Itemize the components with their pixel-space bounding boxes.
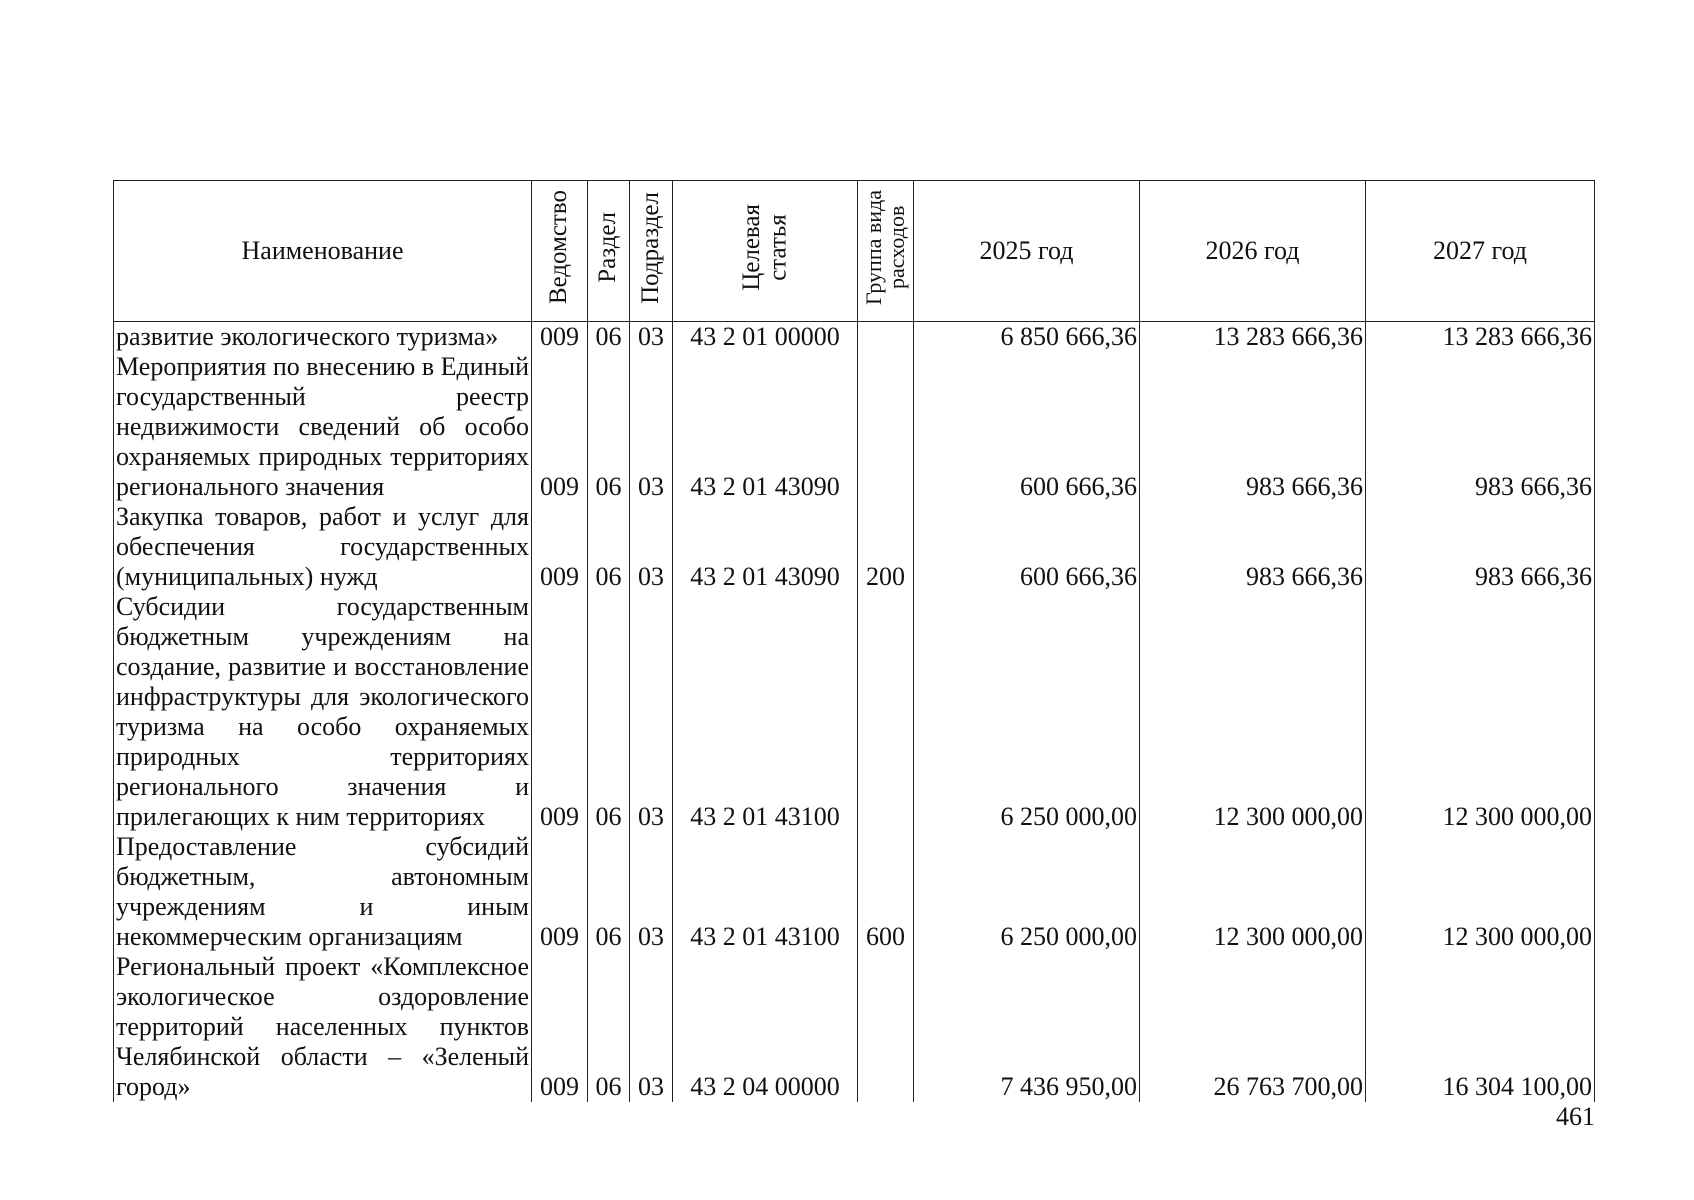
table-row bbox=[114, 592, 1595, 832]
row-subsection: 03 bbox=[630, 592, 673, 832]
header-2027: 2027 год bbox=[1366, 181, 1595, 322]
row-2027: 983 666,36 bbox=[1366, 502, 1595, 592]
row-section: 06 bbox=[588, 502, 630, 592]
header-department: Ведомство bbox=[532, 181, 588, 322]
row-name: Субсидии государственным бюджетным учреждениям на создание, развитие и восстановление инфраструктуры для экологического туризма на особо охраняемых природных территориях регионального значения и прилегающих к ним территориях bbox=[114, 592, 532, 832]
row-group bbox=[858, 592, 914, 832]
row-2027: 16 304 100,00 bbox=[1366, 952, 1595, 1102]
row-name: развитие экологического туризма» bbox=[114, 322, 532, 353]
row-group: 200 bbox=[858, 502, 914, 592]
row-article: 43 2 01 43090 bbox=[673, 352, 858, 502]
row-group bbox=[858, 352, 914, 502]
row-2026: 13 283 666,36 bbox=[1140, 322, 1366, 353]
row-group: 600 bbox=[858, 832, 914, 952]
row-dept: 009 bbox=[532, 952, 588, 1102]
row-2025: 6 850 666,36 bbox=[914, 322, 1140, 353]
table-row bbox=[114, 322, 1595, 353]
budget-table bbox=[113, 180, 1595, 1102]
row-article: 43 2 01 43090 bbox=[673, 502, 858, 592]
header-2025: 2025 год bbox=[914, 181, 1140, 322]
row-2025: 6 250 000,00 bbox=[914, 832, 1140, 952]
row-2025: 6 250 000,00 bbox=[914, 592, 1140, 832]
row-subsection: 03 bbox=[630, 352, 673, 502]
table-header-row bbox=[114, 181, 1595, 322]
row-article: 43 2 01 00000 bbox=[673, 322, 858, 353]
header-expense-group: Группа вида расходов bbox=[858, 181, 914, 322]
page-number: 461 bbox=[1556, 1102, 1595, 1131]
row-subsection: 03 bbox=[630, 832, 673, 952]
row-2026: 983 666,36 bbox=[1140, 502, 1366, 592]
row-2026: 12 300 000,00 bbox=[1140, 592, 1366, 832]
row-article: 43 2 04 00000 bbox=[673, 952, 858, 1102]
table-row bbox=[114, 952, 1595, 1102]
row-name: Мероприятия по внесению в Единый государственный реестр недвижимости сведений об особо охраняемых природных территориях регионального значения bbox=[114, 352, 532, 502]
row-dept: 009 bbox=[532, 592, 588, 832]
row-section: 06 bbox=[588, 592, 630, 832]
row-group bbox=[858, 952, 914, 1102]
header-target-article: Целевая статья bbox=[673, 181, 858, 322]
row-2026: 12 300 000,00 bbox=[1140, 832, 1366, 952]
table-row bbox=[114, 832, 1595, 952]
row-subsection: 03 bbox=[630, 502, 673, 592]
row-2027: 12 300 000,00 bbox=[1366, 592, 1595, 832]
row-name: Региональный проект «Комплексное экологическое оздоровление территорий населенных пунктов Челябинской области – «Зеленый город» bbox=[114, 952, 532, 1102]
row-2026: 983 666,36 bbox=[1140, 352, 1366, 502]
row-dept: 009 bbox=[532, 502, 588, 592]
table-row bbox=[114, 502, 1595, 592]
header-name: Наименование bbox=[114, 181, 532, 322]
row-name: Предоставление субсидий бюджетным, автономным учреждениям и иным некоммерческим организациям bbox=[114, 832, 532, 952]
row-section: 06 bbox=[588, 832, 630, 952]
row-2026: 26 763 700,00 bbox=[1140, 952, 1366, 1102]
row-section: 06 bbox=[588, 322, 630, 353]
header-subsection: Подраздел bbox=[630, 181, 673, 322]
row-2025: 600 666,36 bbox=[914, 352, 1140, 502]
row-dept: 009 bbox=[532, 322, 588, 353]
row-2027: 983 666,36 bbox=[1366, 352, 1595, 502]
row-dept: 009 bbox=[532, 832, 588, 952]
row-name: Закупка товаров, работ и услуг для обеспечения государственных (муниципальных) нужд bbox=[114, 502, 532, 592]
header-2026: 2026 год bbox=[1140, 181, 1366, 322]
row-article: 43 2 01 43100 bbox=[673, 832, 858, 952]
row-2025: 7 436 950,00 bbox=[914, 952, 1140, 1102]
table-row bbox=[114, 352, 1595, 502]
row-2027: 13 283 666,36 bbox=[1366, 322, 1595, 353]
row-2027: 12 300 000,00 bbox=[1366, 832, 1595, 952]
header-section: Раздел bbox=[588, 181, 630, 322]
row-dept: 009 bbox=[532, 352, 588, 502]
row-section: 06 bbox=[588, 952, 630, 1102]
row-2025: 600 666,36 bbox=[914, 502, 1140, 592]
row-subsection: 03 bbox=[630, 322, 673, 353]
row-section: 06 bbox=[588, 352, 630, 502]
row-group bbox=[858, 322, 914, 353]
row-article: 43 2 01 43100 bbox=[673, 592, 858, 832]
row-subsection: 03 bbox=[630, 952, 673, 1102]
